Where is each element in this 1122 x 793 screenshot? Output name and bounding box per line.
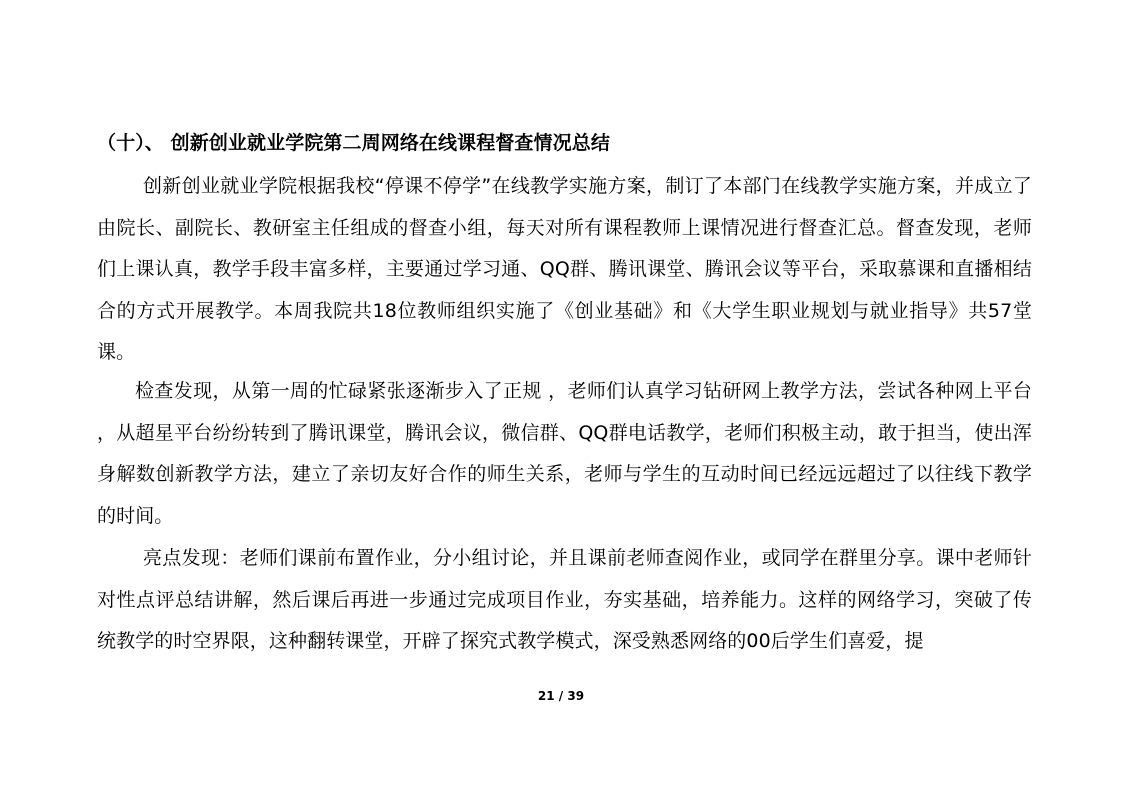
paragraph-2: 检查发现，从第一周的忙碌紧张逐渐步入了正规 ，老师们认真学习钻研网上教学方法，尝试各种网上平台 ，从超星平台纷纷转到了腾讯课堂，腾讯会议，微信群、QQ群电话教学，老师们积极主动，敢于担当，使出浑身解数创新教学方法，建立了亲切友好合作的师生关系，老师与学生的互动时间已经远远超过了以往线下教学的时间。 [97,380,1032,527]
page-number: 21 / 39 [537,689,585,703]
paragraph-1: 创新创业就业学院根据我校“停课不停学”在线教学实施方案，制订了本部门在线教学实施方案，并成立了由院长、副院长、教研室主任组成的督查小组，每天对所有课程教师上课情况进行督查汇总。督查发现，老师们上课认真，教学手段丰富多样，主要通过学习通、QQ群、腾讯课堂、腾讯会议等平台，采取慕课和直播相结合的方式开展教学。本周我院共18位教师组织实施了《创业基础》和《大学生职业规划与就业指导》共57堂课。 [97,175,1032,363]
section-heading: （十）、 创新创业就业学院第二周网络在线课程督查情况总结 [97,132,610,154]
paragraph-3: 亮点发现：老师们课前布置作业，分小组讨论，并且课前老师查阅作业，或同学在群里分享。课中老师针对性点评总结讲解，然后课后再进一步通过完成项目作业，夯实基础，培养能力。这样的网络学习，突破了传统教学的时空界限，这种翻转课堂，开辟了探究式教学模式，深受熟悉网络的00后学生们喜爱，提 [97,547,1032,652]
